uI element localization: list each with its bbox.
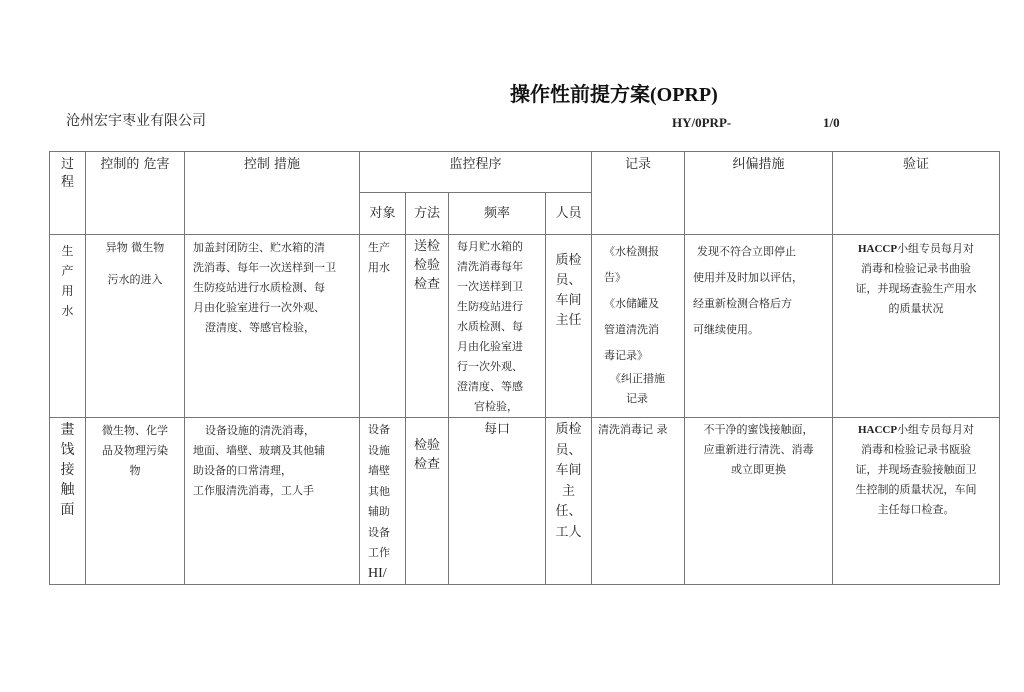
header-object: 对象 [360, 193, 406, 235]
correction-cell: 不干净的蜜饯接触面， 应重新进行清洗、消毒 或立即更换 [685, 418, 833, 585]
header-process: 过 程 [50, 152, 86, 235]
process-cell: 生 产 用 水 [50, 235, 86, 418]
object-cell: 设备 设施 墙壁 其他 辅助 设备 工作 HI/ [360, 418, 406, 585]
oprp-table [49, 151, 1000, 585]
header-person: 人员 [546, 193, 592, 235]
page-title: 操作性前提方案(OPRP) [510, 84, 718, 106]
hazard-cell: 异物 微生物 污水的进入 [86, 235, 185, 418]
correction-cell: 发现不符合立即停止 使用并及时加以评估， 经重新检测合格后方 可继续使用。 [685, 235, 833, 418]
document-number: HY/0PRP- [672, 115, 732, 130]
measures-cell: 设备设施的清洗消毒， 地面、墙壁、玻璃及其他辅 助设备的口常清理， 工作服清洗消毒，工人手 [185, 418, 360, 585]
verification-cell: HACCP小组专员每月对 消毒和检验记录书曲验 证，并现场查验生产用水 的质量状况 [833, 235, 1000, 418]
table-row [50, 418, 1000, 585]
header-method: 方法 [406, 193, 449, 235]
table-row [50, 235, 1000, 418]
header-monitoring: 监控程序 [360, 152, 592, 193]
person-cell: 质检 员、 车间 主 任、 工人 [546, 418, 592, 585]
header-measures: 控制 措施 [185, 152, 360, 235]
header-correction: 纠偏措施 [685, 152, 833, 235]
frequency-cell: 每口 [449, 418, 546, 585]
frequency-cell: 每月贮水箱的 清洗消毒每年 一次送样到卫 生防疫站进行 水质检测、每 月由化验室进 行一次外观、 澄清度、等感 官检验， [449, 235, 546, 418]
document-version: 1/0 [823, 115, 840, 130]
method-cell: 送检 检验 检查 [406, 235, 449, 418]
person-cell: 质检 员、 车间 主任 [546, 235, 592, 418]
header-hazard: 控制的 危害 [86, 152, 185, 235]
record-cell: 《水检测报 告》 《水储罐及 管道清洗消 毒记录》 《纠正措施 记录 [592, 235, 685, 418]
verification-cell: HACCP小组专员每月对 消毒和检验记录书瓯验 证，并现场查验接触面卫 生控制的质量状况，车间 主任每口检查。 [833, 418, 1000, 585]
company-name: 沧州宏宇枣业有限公司 [66, 113, 206, 129]
method-cell: 检验 检查 [406, 418, 449, 585]
measures-cell: 加盖封闭防尘、贮水箱的清 洗消毒、每年一次送样到一卫 生防疫站进行水质检测、每 月由化验室进行一次外观、 澄清度、等感官检验， [185, 235, 360, 418]
process-cell: 畫 饯 接 触 面 [50, 418, 86, 585]
header-record: 记录 [592, 152, 685, 235]
header-verification: 验证 [833, 152, 1000, 235]
object-cell: 生产 用水 [360, 235, 406, 418]
record-cell: 清洗消毒记 录 [592, 418, 685, 585]
header-frequency: 频率 [449, 193, 546, 235]
hazard-cell: 微生物、化学 品及物理污染 物 [86, 418, 185, 585]
